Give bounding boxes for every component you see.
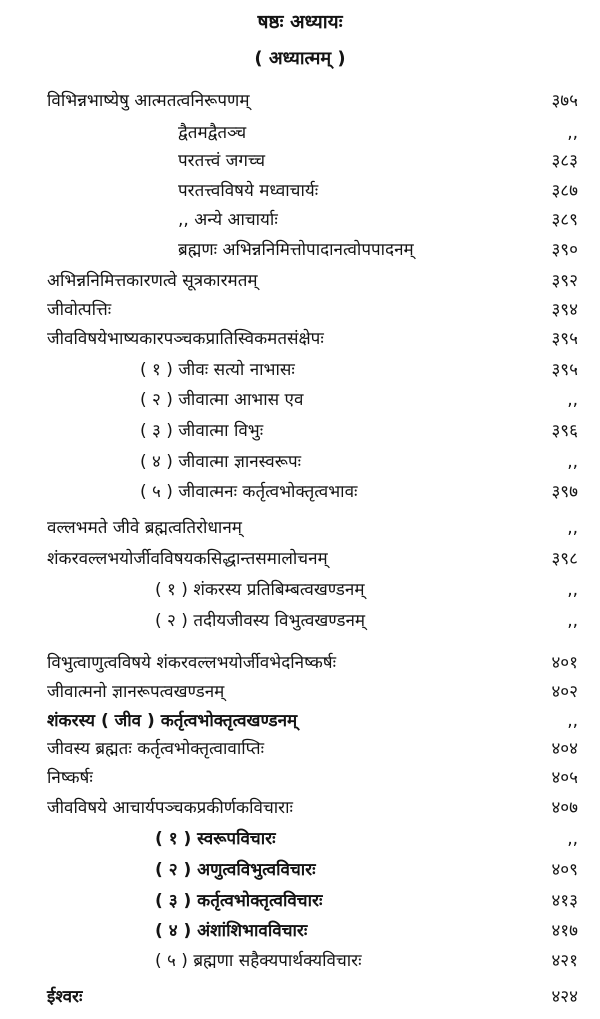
toc-entry-title: ( ३ ) कर्तृत्वभोक्तृत्वविचारः [155,891,323,911]
toc-entry-page: ,, [567,518,578,538]
toc-entry [0,146,600,176]
toc-entry-title: परतत्त्वं जगच्च [178,151,266,171]
toc-entry-page: ३९७ [551,482,578,502]
toc-entry-page: ४०१ [551,653,578,673]
toc-entry [0,793,600,823]
toc-entry [0,855,600,885]
toc-entry-page: ३९८ [551,549,578,569]
toc-entry-title: ( १ ) स्वरूपविचारः [155,829,276,849]
toc-entry-page: ४१३ [551,891,578,911]
toc-entry-page: ४१७ [551,921,578,941]
toc-entry-title: जीवस्य ब्रह्मतः कर्तृत्वभोक्तृत्वावाप्तिः [47,739,265,759]
toc-entry-title: ( ५ ) ब्रह्मणा सहैक्यपार्थक्यविचारः [155,951,362,971]
toc-entry-title: जीवविषयेभाष्यकारपञ्चकप्रातिस्विकमतसंक्षेपः [47,329,324,349]
toc-entry-title: ( ३ ) जीवात्मा विभुः [140,421,264,441]
toc-entry-page: ४०४ [551,739,578,759]
toc-entry-title: ब्रह्मणः अभिन्ननिमित्तोपादानत्वोपपादनम् [178,240,414,260]
toc-entry-page: ३८७ [551,181,578,201]
toc-entry-title: ( २ ) अणुत्वविभुत्वविचारः [155,860,316,880]
toc-entry [0,176,600,206]
toc-entry-title: द्वैतमद्वैतञ्च [178,123,247,143]
toc-entry-title: वल्लभमते जीवे ब्रह्मत्वतिरोधानम् [47,518,242,538]
toc-entry [0,416,600,446]
toc-entry-title: ( १ ) जीवः सत्यो नाभासः [140,360,295,380]
toc-entry [0,295,600,325]
toc-entry [0,575,600,605]
toc-entry-title: जीवात्मनो ज्ञानरूपत्वखण्डनम् [47,682,225,702]
toc-entry-title: शंकरस्य ( जीव ) कर्तृत्वभोक्तृत्वखण्डनम् [47,711,298,731]
toc-entry-page: ,, [567,580,578,600]
toc-entry-page: ,, [567,452,578,472]
toc-entry-page: ३९० [551,240,578,260]
toc-entry [0,916,600,946]
toc-entry [0,324,600,354]
toc-entry-page: ,, [567,611,578,631]
toc-entry-page: ३८९ [551,210,578,230]
toc-entry [0,235,600,265]
toc-entry-title: परतत्त्वविषये मध्वाचार्यः [178,181,319,201]
toc-entry-page: ४२४ [551,987,578,1007]
toc-entry [0,946,600,976]
chapter-heading: षष्ठः अध्यायः [257,11,343,33]
toc-entry-title: विभिन्नभाष्येषु आत्मतत्वनिरूपणम् [47,91,250,111]
toc-entry-page: ,, [567,123,578,143]
toc-entry [0,734,600,764]
toc-entry-page: ३८३ [551,151,578,171]
toc-entry [0,385,600,415]
toc-entry [0,606,600,636]
toc-entry-page: ४२१ [551,951,578,971]
toc-entry [0,544,600,574]
toc-entry [0,886,600,916]
toc-entry [0,477,600,507]
toc-entry-page: ३७५ [551,91,578,111]
toc-entry-title: ( ४ ) अंशांशिभावविचारः [155,921,308,941]
toc-entry-title: निष्कर्षः [47,768,93,788]
toc-entry [0,447,600,477]
toc-entry [0,118,600,148]
toc-entry-page: ३९२ [551,271,578,291]
toc-entry-page: ३९६ [551,421,578,441]
toc-entry-title: ईश्वरः [47,987,83,1007]
toc-entry-title: शंकरवल्लभयोर्जीवविषयकसिद्धान्तसमालोचनम् [47,549,328,569]
chapter-subtitle: ( अध्यात्मम् ) [254,48,346,69]
toc-entry [0,513,600,543]
toc-entry [0,266,600,296]
toc-entry [0,982,600,1012]
toc-entry-title: अभिन्ननिमित्तकारणत्वे सूत्रकारमतम् [47,271,258,291]
toc-entry [0,706,600,736]
toc-entry-page: ,, [567,829,578,849]
toc-entry [0,824,600,854]
toc-entry-page: ४०२ [551,682,578,702]
toc-entry-page: ,, [567,390,578,410]
toc-entry-title: ( २ ) जीवात्मा आभास एव [140,390,304,410]
toc-entry-title: ,, अन्ये आचार्याः [178,210,278,230]
toc-entry-page: ३९५ [551,360,578,380]
toc-entry-page: ३९५ [551,329,578,349]
toc-entry-title: ( ४ ) जीवात्मा ज्ञानस्वरूपः [140,452,302,472]
toc-entry-title: जीवोत्पत्तिः [47,300,112,320]
toc-entry [0,763,600,793]
toc-entry-title: ( ५ ) जीवात्मनः कर्तृत्वभोक्तृत्वभावः [140,482,358,502]
toc-entry [0,677,600,707]
toc-entry-title: ( १ ) शंकरस्य प्रतिबिम्बत्वखण्डनम् [155,580,365,600]
toc-entry [0,355,600,385]
toc-entry [0,648,600,678]
toc-entry-title: ( २ ) तदीयजीवस्य विभुत्वखण्डनम् [155,611,366,631]
toc-entry-title: जीवविषये आचार्यपञ्चकप्रकीर्णकविचाराः [47,798,293,818]
toc-entry-title: विभुत्वाणुत्वविषये शंकरवल्लभयोर्जीवभेदनिष्कर्षः [47,653,337,673]
toc-entry [0,86,600,116]
toc-entry-page: ,, [567,711,578,731]
toc-entry-page: ४०९ [551,860,578,880]
toc-entry-page: ४०७ [551,798,578,818]
toc-entry-page: ३९४ [551,300,578,320]
toc-entry-page: ४०५ [551,768,578,788]
toc-entry [0,205,600,235]
